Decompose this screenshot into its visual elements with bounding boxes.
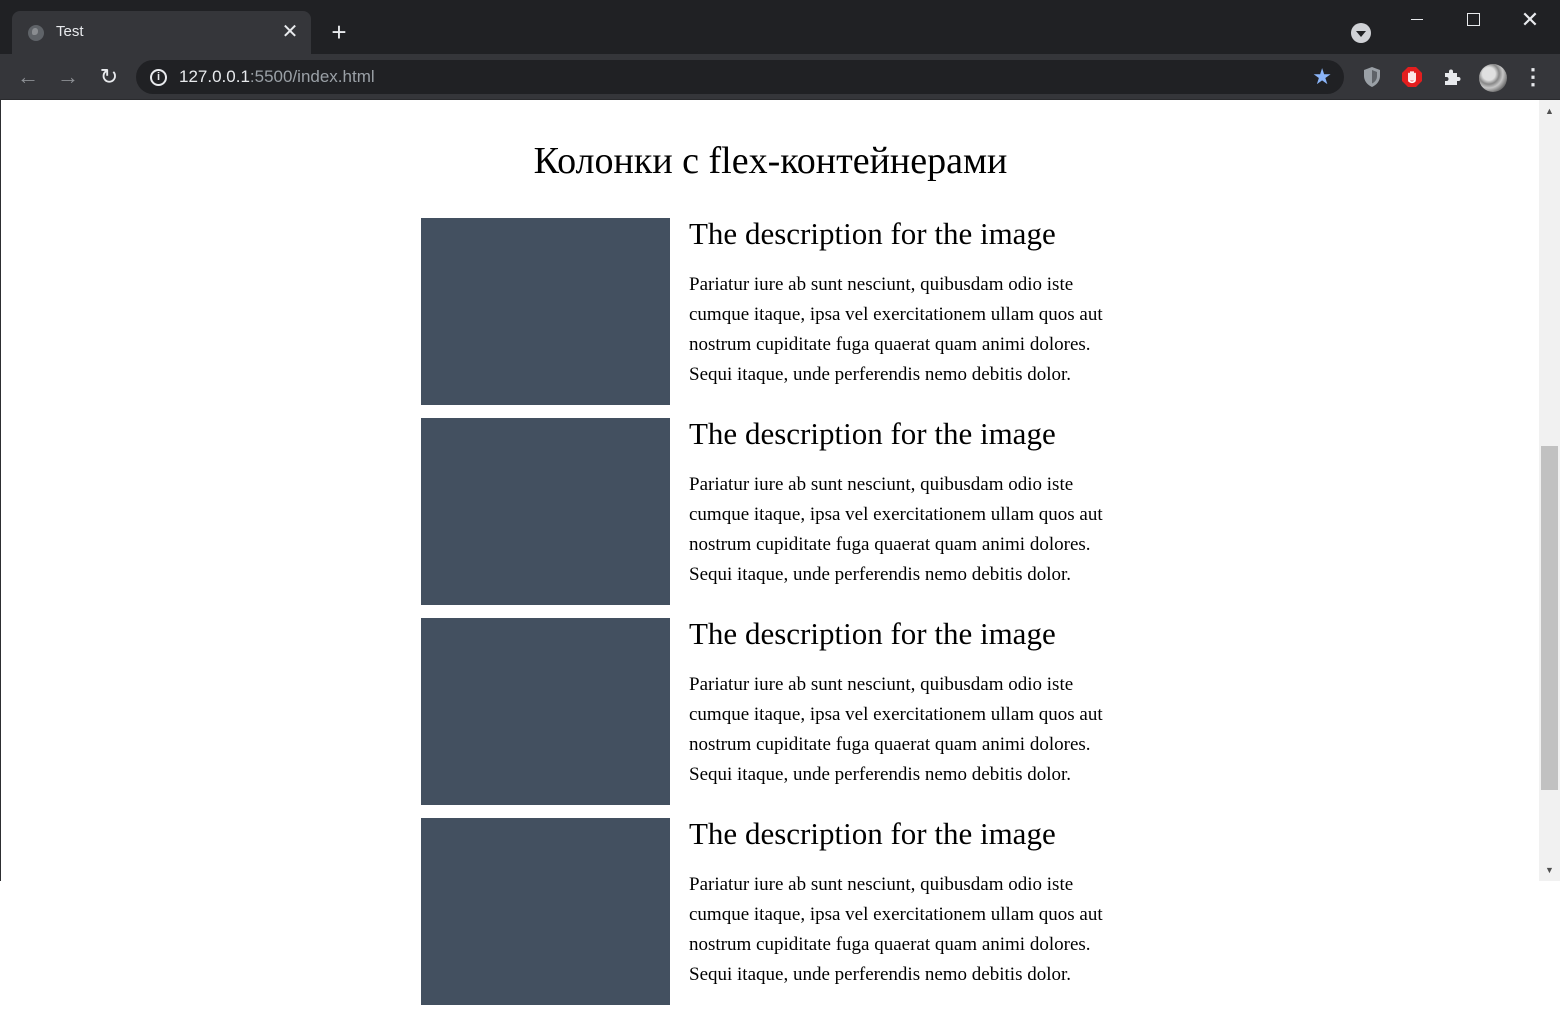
new-tab-button[interactable]: + (331, 17, 347, 47)
scrollbar-thumb[interactable] (1541, 446, 1558, 790)
window-close-button[interactable]: ✕ (1520, 7, 1540, 32)
card-heading: The description for the image (689, 616, 1056, 651)
card (421, 218, 1121, 418)
scroll-up-arrow-icon[interactable]: ▲ (1545, 106, 1554, 116)
reload-button[interactable]: ↻ (99, 64, 119, 89)
scroll-down-arrow-icon[interactable]: ▼ (1545, 865, 1554, 875)
address-bar[interactable] (136, 60, 1344, 94)
url-path: :5500/index.html (249, 67, 375, 86)
card (421, 418, 1121, 618)
page-title: Колонки с flex-контейнерами (533, 140, 1008, 182)
maximize-button[interactable] (1445, 0, 1501, 40)
tab-strip (0, 0, 1560, 54)
url-host: 127.0.0.1 (179, 67, 250, 86)
card (421, 818, 1121, 1018)
more-menu-icon[interactable]: ⋮ (1522, 64, 1544, 89)
card-heading: The description for the image (689, 816, 1056, 851)
bookmark-star-icon[interactable]: ★ (1312, 64, 1332, 89)
url-text[interactable] (179, 67, 375, 87)
minimize-button[interactable] (1389, 0, 1445, 40)
card-text: Pariatur iure ab sunt nesciunt, quibusdam odio iste cumque itaque, ipsa vel exercitationem ullam quos aut nostrum cupiditate fuga quaerat quam animi dolores. Sequi itaque, unde perferendis nemo debitis dolor. (689, 274, 1103, 385)
card (421, 618, 1121, 818)
globe-icon (28, 25, 44, 41)
back-button[interactable]: ← (17, 64, 39, 89)
browser-tab[interactable] (12, 11, 311, 54)
image-placeholder (421, 218, 670, 405)
info-icon[interactable]: i (150, 69, 167, 86)
card-text: Pariatur iure ab sunt nesciunt, quibusdam odio iste cumque itaque, ipsa vel exercitationem ullam quos aut nostrum cupiditate fuga quaerat quam animi dolores. Sequi itaque, unde perferendis nemo debitis dolor. (689, 874, 1103, 985)
image-placeholder (421, 418, 670, 605)
close-tab-button[interactable]: ✕ (281, 21, 299, 43)
stop-hand-icon[interactable] (1400, 65, 1424, 89)
tab-title: Test (56, 23, 84, 40)
puzzle-icon[interactable] (1440, 65, 1464, 89)
avatar[interactable] (1479, 64, 1507, 92)
card-heading: The description for the image (689, 416, 1056, 451)
card-text: Pariatur iure ab sunt nesciunt, quibusdam odio iste cumque itaque, ipsa vel exercitationem ullam quos aut nostrum cupiditate fuga quaerat quam animi dolores. Sequi itaque, unde perferendis nemo debitis dolor. (689, 674, 1103, 785)
image-placeholder (421, 818, 670, 1005)
card-text: Pariatur iure ab sunt nesciunt, quibusdam odio iste cumque itaque, ipsa vel exercitationem ullam quos aut nostrum cupiditate fuga quaerat quam animi dolores. Sequi itaque, unde perferendis nemo debitis dolor. (689, 474, 1103, 585)
image-placeholder (421, 618, 670, 805)
tab-search-icon[interactable] (1351, 23, 1371, 43)
card-heading: The description for the image (689, 216, 1056, 251)
forward-button[interactable]: → (57, 64, 79, 89)
shield-icon[interactable] (1360, 65, 1384, 89)
browser-toolbar (0, 54, 1560, 100)
vertical-scrollbar[interactable] (1539, 100, 1560, 881)
page-viewport (0, 100, 1539, 985)
